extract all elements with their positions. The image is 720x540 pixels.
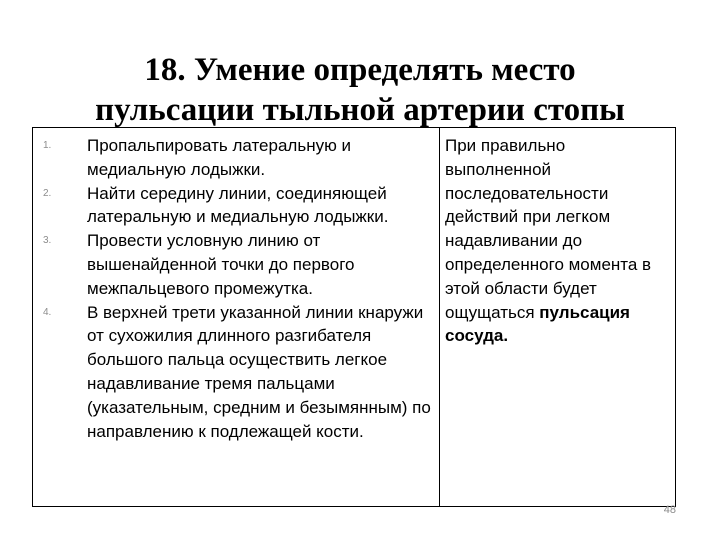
column-divider [439, 128, 440, 506]
result-text-plain: При правильно выполненной последовательности действий при легком надавливании до определенного момента в этой области будет ощущаться [445, 136, 652, 322]
steps-list [33, 134, 433, 443]
step-item-4 [33, 301, 433, 444]
step-number: 4. [43, 306, 52, 318]
slide-title-line-2: пульсации тыльной артерии стопы [95, 92, 625, 128]
step-text: В верхней трети указанной линии кнаружи от сухожилия длинного разгибателя большого пальца осуществить легкое надавливание тремя пальцами (указательным, средним и безымянным) по направлению к подлежащей кости. [87, 302, 431, 441]
slide-title-line-1: 18. Умение определять место [144, 52, 576, 88]
step-text: Найти середину линии, соединяющей латеральную и медиальную лодыжки. [87, 183, 389, 227]
step-number: 1. [43, 140, 52, 151]
step-number: 3. [43, 235, 52, 247]
result-text-bold: пульсация сосуда. [445, 302, 630, 346]
step-text: Провести условную линию от вышенайденной точки до первого межпальцевого промежутка. [87, 231, 355, 298]
content-table [32, 127, 676, 507]
page-number: 48 [663, 504, 676, 516]
step-number: 2. [43, 187, 52, 199]
step-text: Пропальпировать латеральную и медиальную лодыжки. [87, 136, 352, 179]
slide-title [40, 50, 680, 130]
step-item-1 [33, 134, 433, 182]
step-item-2 [33, 182, 433, 230]
step-item-3 [33, 229, 433, 300]
result-text [445, 134, 675, 348]
